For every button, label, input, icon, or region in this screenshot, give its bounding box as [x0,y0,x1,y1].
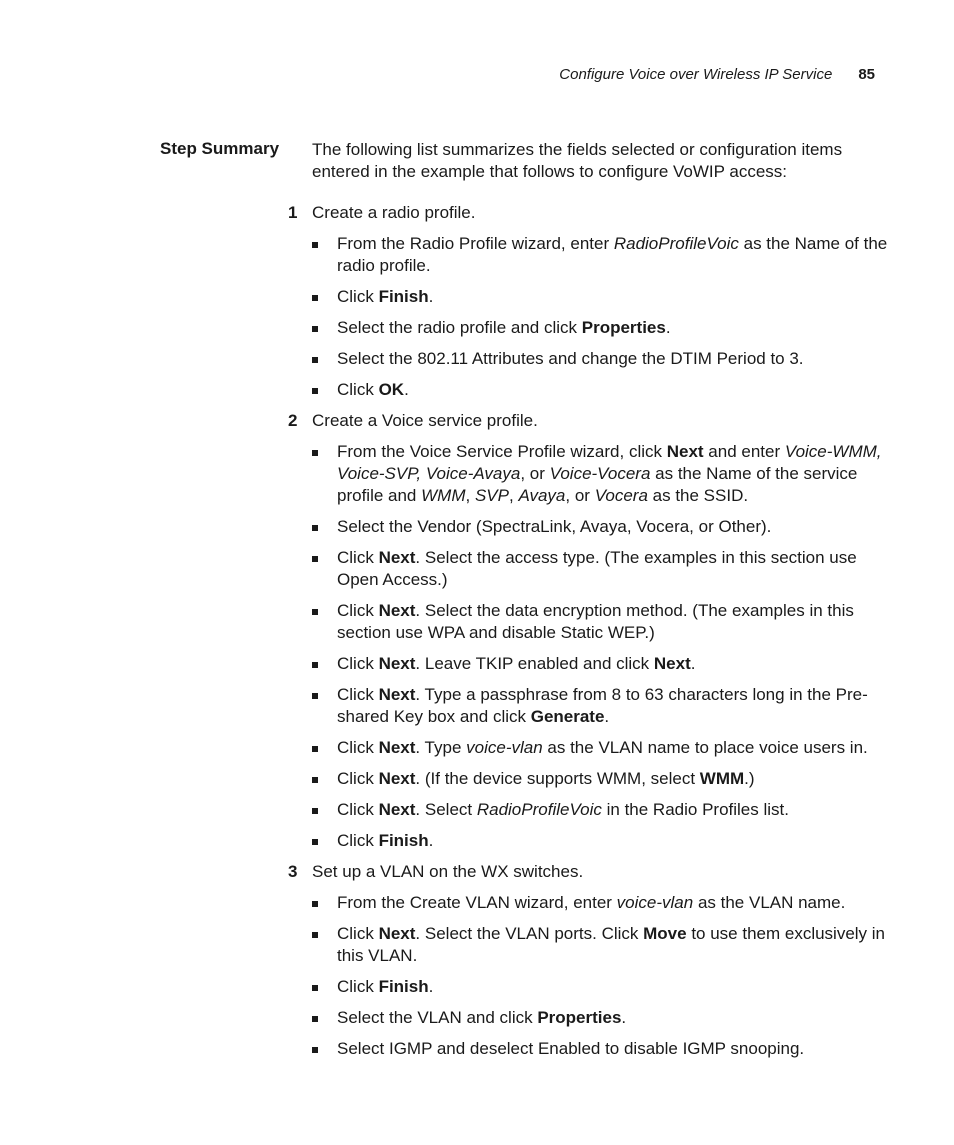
square-bullet-icon [312,901,318,907]
step-number: 1 [288,203,298,222]
bullet-item [288,737,889,759]
text-run: Click [337,831,379,850]
bullet-item [288,976,889,998]
square-bullet-icon [312,932,318,938]
text-run: . (If the device supports WMM, select [415,769,700,788]
square-bullet-icon [312,693,318,699]
text-run: . [428,977,434,996]
bold-text: Finish [378,977,429,996]
text-run: Click [337,738,379,757]
bullet-item [288,799,889,821]
bold-text: Properties [581,318,666,337]
text-run: , [508,486,519,505]
text-run: Click [337,287,379,306]
text-run: , [465,486,475,505]
bullet-item [288,348,889,370]
bullet-list [288,892,888,1060]
italic-text: Voice-WMM, Voice-SVP, Voice-Avaya [337,442,882,483]
square-bullet-icon [312,746,318,752]
bold-text: Next [653,654,691,673]
square-bullet-icon [312,525,318,531]
text-run: Click [337,548,379,567]
square-bullet-icon [312,839,318,845]
text-run: From the Voice Service Profile wizard, click [337,442,667,461]
text-run: Click [337,654,379,673]
bullet-item [288,1007,889,1029]
step-text: Set up a VLAN on the WX switches. [312,862,584,881]
text-run: . [428,831,434,850]
bold-text: Next [378,601,416,620]
italic-text: WMM [421,486,466,505]
step-3 [288,861,888,1060]
square-bullet-icon [312,985,318,991]
text-run: . Select [415,800,477,819]
square-bullet-icon [312,295,318,301]
step-number: 3 [288,862,298,881]
italic-text: Vocera [594,486,648,505]
bold-text: Next [378,924,416,943]
bold-text: Next [378,769,416,788]
text-run: From the Create VLAN wizard, enter [337,893,617,912]
step-heading [288,202,888,224]
text-run: . Type a passphrase from 8 to 63 characters long in the Pre-shared Key box and click [337,685,868,726]
step-text: Create a Voice service profile. [312,411,538,430]
bullet-item [288,516,889,538]
text-run: Select the VLAN and click [337,1008,538,1027]
square-bullet-icon [312,450,318,456]
text-run: . [428,287,434,306]
text-run: . [604,707,610,726]
text-run: Click [337,601,379,620]
italic-text: voice-vlan [466,738,543,757]
text-run: Select the Vendor (SpectraLink, Avaya, Vocera, or Other). [337,517,772,536]
step-text: Create a radio profile. [312,203,476,222]
text-run: Select IGMP and deselect Enabled to disable IGMP snooping. [337,1039,805,1058]
bold-text: Finish [378,287,429,306]
square-bullet-icon [312,609,318,615]
text-run: as the SSID. [647,486,749,505]
text-run: Click [337,924,379,943]
text-run: . Select the access type. (The examples in this section use Open Access.) [337,548,857,589]
text-run: . [665,318,671,337]
bullet-item [288,923,889,967]
text-run: From the Radio Profile wizard, enter [337,234,614,253]
bullet-item [288,768,889,790]
bullet-item [288,684,889,728]
text-run: Click [337,977,379,996]
square-bullet-icon [312,808,318,814]
italic-text: voice-vlan [616,893,694,912]
text-run: , or [565,486,595,505]
square-bullet-icon [312,662,318,668]
bullet-item [288,892,889,914]
step-heading [288,861,888,883]
text-run: . Select the data encryption method. (The examples in this section use WPA and disable Static WEP.) [337,601,854,642]
bullet-item [288,830,889,852]
bold-text: Properties [537,1008,622,1027]
text-run: .) [744,769,755,788]
text-run: Click [337,769,379,788]
bold-text: OK [378,380,405,399]
text-run: Click [337,800,379,819]
italic-text: SVP [474,486,509,505]
bullet-item [288,600,889,644]
text-run: as the Name of the radio profile. [337,234,888,275]
text-run: as the VLAN name. [693,893,846,912]
text-run: . [621,1008,627,1027]
section-intro: The following list summarizes the fields selected or configuration items entered in the example that follows to configure VoWIP access: [312,140,843,181]
bold-text: Next [378,654,416,673]
bullet-item [288,653,889,675]
italic-text: Avaya [518,486,566,505]
bullet-item [288,441,889,507]
italic-text: Voice-Vocera [549,464,651,483]
square-bullet-icon [312,556,318,562]
text-run: . Select the VLAN ports. Click [415,924,644,943]
square-bullet-icon [312,357,318,363]
bold-text: WMM [699,769,745,788]
text-run: as the VLAN name to place voice users in. [542,738,868,757]
square-bullet-icon [312,242,318,248]
text-run: to use them exclusively in this VLAN. [337,924,886,965]
running-title: Configure Voice over Wireless IP Service [559,66,833,83]
bullet-item [288,1038,889,1060]
square-bullet-icon [312,777,318,783]
step-list [288,202,888,1069]
bold-text: Move [643,924,687,943]
text-run: . [404,380,409,399]
square-bullet-icon [312,1016,318,1022]
text-run: . [690,654,696,673]
page-number: 85 [858,66,875,83]
text-run: and enter [703,442,785,461]
section-side-heading: Step Summary [160,139,280,158]
step-heading [288,410,888,432]
step-1 [288,202,888,401]
bullet-list [288,233,888,401]
bullet-item [288,286,889,308]
text-run: , or [520,464,550,483]
step-number: 2 [288,411,298,430]
bullet-item [288,379,889,401]
step-2 [288,410,888,852]
bold-text: Next [378,548,416,567]
bold-text: Finish [378,831,429,850]
bold-text: Generate [530,707,605,726]
square-bullet-icon [312,1047,318,1053]
text-run: as the Name of the service profile and [337,464,858,505]
bullet-item [288,547,889,591]
page-header [559,66,875,83]
bold-text: Next [378,738,416,757]
text-run: Click [337,380,379,399]
bold-text: Next [378,685,416,704]
square-bullet-icon [312,326,318,332]
text-run: . Leave TKIP enabled and click [415,654,654,673]
text-run: Select the radio profile and click [337,318,582,337]
text-run: Select the 802.11 Attributes and change the DTIM Period to 3. [337,349,804,368]
italic-text: RadioProfileVoic [613,234,739,253]
text-run: in the Radio Profiles list. [601,800,789,819]
bullet-item [288,233,889,277]
text-run: . Type [415,738,467,757]
bold-text: Next [666,442,704,461]
bold-text: Next [378,800,416,819]
bullet-item [288,317,889,339]
square-bullet-icon [312,388,318,394]
bullet-list [288,441,888,852]
text-run: Click [337,685,379,704]
italic-text: RadioProfileVoic [476,800,602,819]
